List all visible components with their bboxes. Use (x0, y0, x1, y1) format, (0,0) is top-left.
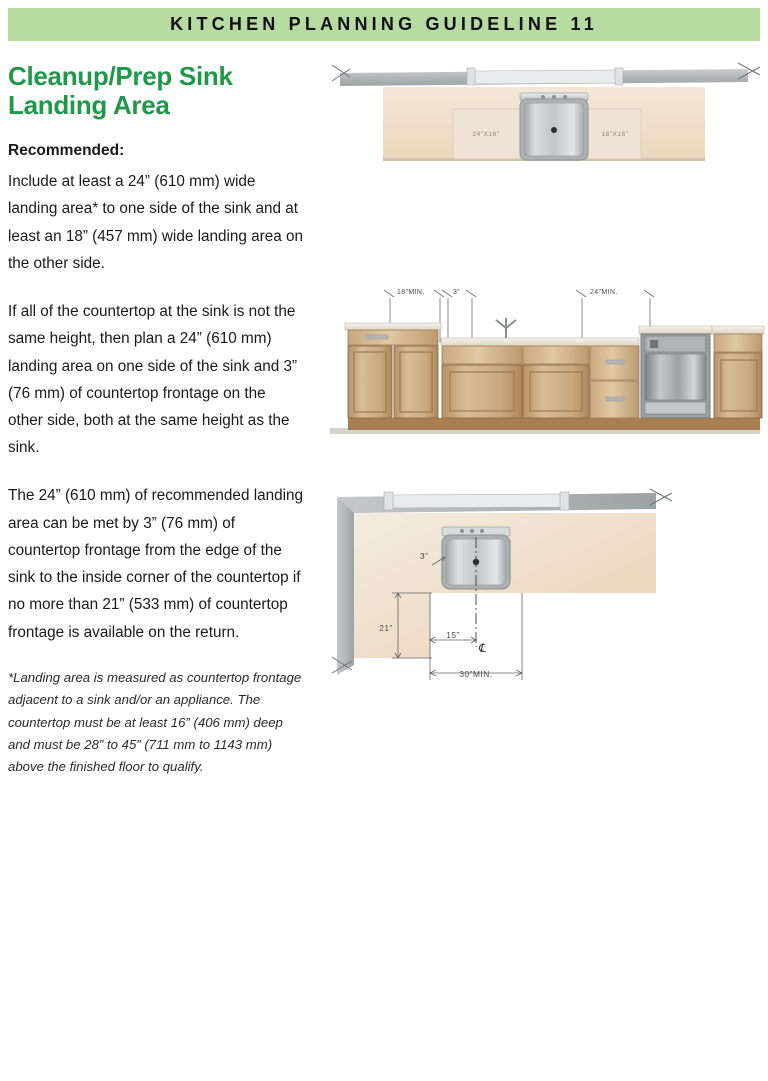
dishwasher (639, 326, 712, 418)
figure-column (320, 55, 768, 690)
label-left-landing-size: 24”X16” (472, 131, 500, 138)
faucet (496, 318, 516, 338)
wall-band (332, 63, 760, 86)
dishwasher-control-panel (650, 340, 658, 348)
recommended-label: Recommended: (8, 142, 125, 160)
banner-title: KITCHEN PLANNING GUIDELINE 11 (170, 14, 598, 34)
sink-fixture (520, 93, 588, 160)
paragraph-1: Include at least a 24” (610 mm) wide landing area* to one side of the sink and at least an 18” (457 mm) wide landing area on the other side. (8, 173, 304, 272)
paragraph-3: The 24” (610 mm) of recommended landing area can be met by 3” (76 mm) of countertop frontage from the edge of the sink to the inside corner of the countertop if no more than 21” (533 mm) of countertop frontage is available on the return. (8, 487, 304, 641)
text-column (8, 62, 304, 779)
paragraph-2: If all of the countertop at the sink is not the same height, then plan a 24” (610 mm) landing area on one side of the sink and 3” (76 mm) of countertop frontage on the other side, both at the same height as the sink. (8, 303, 298, 457)
figure-sink-plan-view (320, 55, 768, 170)
dim-label-30in-min: 30”MIN. (459, 669, 493, 679)
centerline-symbol: ℄ (478, 641, 486, 655)
dim-label-left-min: 18”MIN. (397, 289, 425, 296)
label-right-landing-size: 18”X16” (601, 131, 629, 138)
dim-label-right-min: 24”MIN. (590, 289, 618, 296)
figure-kitchen-elevation (320, 270, 768, 450)
figure-corner-plan (320, 475, 768, 690)
landing-area-footnote: *Landing area is measured as countertop frontage adjacent to a sink and/or an appliance. The countertop must be at least 16” (406 mm) deep and must be 28” to 45” (711 mm to 1143 mm) above the finished floor to qualify. (8, 669, 302, 775)
wall-left (337, 497, 354, 675)
page-title-line-2: Landing Area (8, 90, 170, 121)
page-title-line-1: Cleanup/Prep Sink (8, 61, 233, 91)
dim-label-3in: 3” (420, 551, 429, 561)
guideline-banner (8, 8, 760, 41)
cabinet-sink-run (441, 318, 639, 418)
sink-drain (551, 127, 557, 133)
dim-label-21in: 21” (379, 623, 393, 633)
cabinet-right-run (712, 326, 764, 418)
dim-label-15in: 15” (446, 630, 460, 640)
page-title (8, 62, 304, 120)
dim-label-center-3in: 3” (453, 289, 461, 296)
cabinet-left-run (345, 323, 441, 418)
